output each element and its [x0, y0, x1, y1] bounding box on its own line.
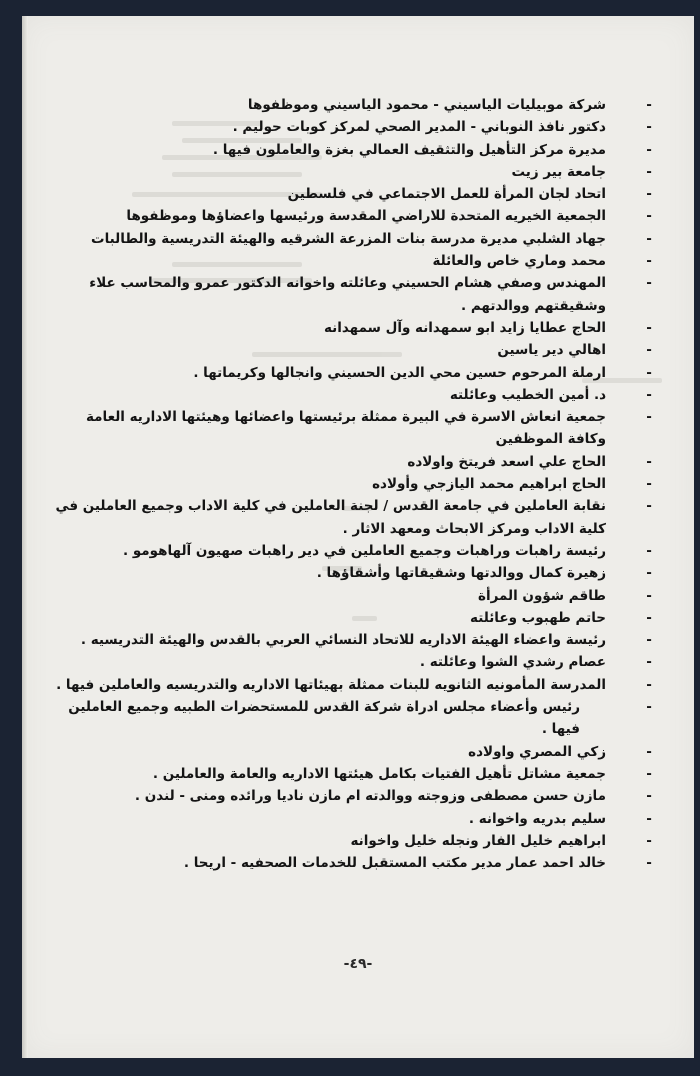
list-dash: - — [646, 342, 652, 359]
list-dash: - — [646, 208, 652, 225]
list-item — [46, 228, 656, 250]
list-item-text: المهندس وصفي هشام الحسيني وعائلته واخوانه الدكتور عمرو والمحاسب علاء وشقيقتهم ووالدتهم . — [89, 275, 606, 314]
list-dash: - — [646, 587, 652, 604]
list-item — [46, 317, 656, 339]
list-item-text: الجمعية الخيريه المتحدة للاراضي المقدسة ورئيسها واعضاؤها وموظفوها — [126, 208, 606, 225]
list-dash: - — [646, 386, 652, 403]
list-item-text: حاتم طهبوب وعائلته — [470, 609, 606, 626]
list-item — [46, 183, 656, 205]
list-item — [46, 852, 656, 874]
list-item — [46, 473, 656, 495]
list-item-text: اتحاد لجان المرأة للعمل الاجتماعي في فلسطين — [287, 186, 606, 203]
acknowledgement-list — [46, 94, 656, 874]
list-item — [46, 139, 656, 161]
list-item-text: شركة موبيليات الياسيني - محمود الياسيني وموظفوها — [247, 97, 606, 113]
list-item-text: الحاج عطايا زايد ابو سمهدانه وآل سمهدانه — [323, 319, 606, 336]
list-dash: - — [646, 765, 652, 782]
list-dash: - — [646, 476, 652, 493]
list-item-text: جامعة بير زيت — [511, 163, 606, 180]
list-item — [46, 629, 656, 651]
list-item — [46, 607, 656, 629]
list-item-text: رئيسة واعضاء الهيئة الاداريه للاتحاد النسائي العربي بالقدس والهيئة التدريسيه . — [80, 632, 606, 649]
list-item-text: الحاج علي اسعد فريتخ واولاده — [407, 453, 606, 470]
list-dash: - — [646, 319, 652, 336]
list-item-text: رئيسة راهبات وراهبات وجميع العاملين في دير راهبات صهيون آلهاهومو . — [122, 542, 606, 559]
list-item — [46, 741, 656, 763]
list-item — [46, 94, 656, 116]
list-item-text: محمد وماري خاص والعائلة — [432, 253, 606, 270]
list-item-text: دكتور نافذ النوباني - المدير الصحي لمركز كوبات حوليم . — [232, 119, 606, 136]
list-item-text: د. أمين الخطيب وعائلته — [449, 386, 606, 403]
list-item — [46, 495, 656, 540]
list-item-text: زكي المصري واولاده — [468, 743, 606, 760]
list-item-text: ابراهيم خليل الفار ونجله خليل واخوانه — [350, 832, 606, 849]
list-dash: - — [646, 699, 652, 716]
list-item-text: نقابة العاملين في جامعة القدس / لجنة العاملين في كلية الاداب وجميع العاملين في كلية الاداب ومركز الابحاث ومعهد الاثار . — [55, 498, 606, 537]
list-dash: - — [646, 565, 652, 582]
list-dash: - — [646, 676, 652, 693]
page-number: -٤٩- — [343, 956, 373, 972]
list-item — [46, 808, 656, 830]
list-item — [46, 451, 656, 473]
list-item-text: خالد احمد عمار مدير مكتب المستقبل للخدمات الصحفيه - اريحا . — [183, 855, 606, 872]
list-dash: - — [646, 542, 652, 559]
list-item — [46, 250, 656, 272]
list-item-text: مازن حسن مصطفى وزوجته ووالدته ام مازن ناديا ورائده ومنى - لندن . — [134, 788, 606, 805]
list-dash: - — [646, 498, 652, 515]
list-item — [46, 585, 656, 607]
list-item-text: جمعية مشاتل تأهيل الفتيات بكامل هيئتها الاداريه والعامة والعاملين . — [152, 765, 606, 782]
list-dash: - — [646, 609, 652, 626]
list-dash: - — [646, 186, 652, 203]
list-dash: - — [646, 654, 652, 671]
list-item-text: سليم بدريه واخوانه . — [468, 810, 606, 827]
list-item — [46, 785, 656, 807]
list-item — [46, 696, 656, 741]
list-dash: - — [646, 788, 652, 805]
list-item-text: مديرة مركز التأهيل والتثقيف العمالي بغزة والعاملون فيها . — [212, 141, 606, 158]
list-dash: - — [646, 275, 652, 292]
list-item — [46, 540, 656, 562]
list-item-text: طاقم شؤون المرأة — [477, 587, 606, 604]
list-item-text: زهيرة كمال ووالدتها وشقيقاتها وأشقاؤها . — [316, 565, 606, 582]
list-item — [46, 830, 656, 852]
document-page — [22, 16, 694, 1058]
list-item — [46, 674, 656, 696]
list-item-text: رئيس وأعضاء مجلس ادراة شركة القدس للمستحضرات الطبيه وجميع العاملين فيها . — [68, 699, 580, 738]
list-item-text: جهاد الشلبي مديرة مدرسة بنات المزرعة الشرقيه والهيئة التدريسية والطالبات — [91, 230, 606, 247]
list-dash: - — [646, 855, 652, 872]
list-item-text: الحاج ابراهيم محمد اليازجي وأولاده — [372, 476, 606, 493]
list-dash: - — [646, 832, 652, 849]
list-dash: - — [646, 364, 652, 381]
list-dash: - — [646, 743, 652, 760]
list-dash: - — [646, 810, 652, 827]
list-item-text: ارملة المرحوم حسين محي الدين الحسيني وانجالها وكريماتها . — [193, 364, 606, 381]
list-dash: - — [646, 97, 652, 113]
list-item — [46, 362, 656, 384]
list-dash: - — [646, 163, 652, 180]
list-item-text: المدرسة المأمونيه الثانويه للبنات ممثلة بهيئاتها الاداريه والتدريسيه والعاملين فيها . — [56, 676, 606, 693]
list-item — [46, 406, 656, 451]
list-item — [46, 763, 656, 785]
list-item — [46, 205, 656, 227]
list-dash: - — [646, 253, 652, 270]
list-item-text: اهالي دير ياسين — [497, 342, 606, 359]
list-item — [46, 384, 656, 406]
list-item — [46, 339, 656, 361]
list-dash: - — [646, 230, 652, 247]
list-item — [46, 651, 656, 673]
list-dash: - — [646, 119, 652, 136]
list-item — [46, 161, 656, 183]
list-dash: - — [646, 632, 652, 649]
list-item-text: عصام رشدي الشوا وعائلته . — [419, 654, 606, 671]
list-dash: - — [646, 453, 652, 470]
list-item — [46, 562, 656, 584]
list-item-text: جمعية انعاش الاسرة في البيرة ممثلة برئيستها واعضائها وهيئتها الاداريه العامة وكافة الموظفين — [85, 409, 606, 448]
list-item — [46, 116, 656, 138]
list-dash: - — [646, 409, 652, 426]
list-item — [46, 272, 656, 317]
list-dash: - — [646, 141, 652, 158]
